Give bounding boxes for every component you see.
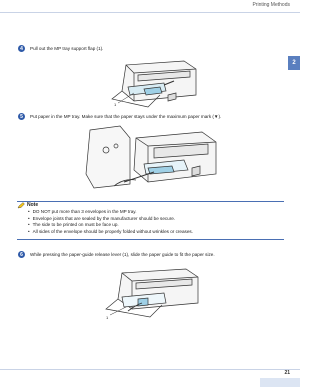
step-4-text: Pull out the MP tray support flap (1). <box>30 46 104 51</box>
header-divider <box>0 12 300 13</box>
page-number: 21 <box>284 370 290 376</box>
step-4-number: 4 <box>18 45 25 52</box>
chapter-tab: 2 <box>288 56 300 70</box>
note-item: • Envelope joints that are sealed by the manufacturer should be secure. <box>28 216 193 223</box>
footer-divider <box>0 369 300 370</box>
note-label: Note <box>27 202 39 208</box>
note-item: • All sides of the envelope should be properly folded without wrinkles or creases. <box>28 229 193 236</box>
callout-label-1: 1 <box>106 315 109 320</box>
page-header-title: Printing Methods <box>252 2 290 8</box>
note-pencil-icon <box>17 202 25 209</box>
step-5-text: Put paper in the MP tray. Make sure that the paper stays under the maximum paper mark (▼). <box>30 114 222 119</box>
note-item: • The side to be printed on must be face up. <box>28 222 193 229</box>
step-6-text: While pressing the paper-guide release lever (1), slide the paper guide to fit the paper size. <box>30 252 215 257</box>
printer-illustration-paper-guide <box>98 263 208 321</box>
note-top-divider <box>17 201 284 202</box>
step-5-number: 5 <box>18 113 25 120</box>
note-bullet-list <box>28 209 193 235</box>
note-bottom-divider <box>17 239 284 240</box>
printer-illustration-loading-paper <box>84 124 224 196</box>
callout-label-1: 1 <box>114 102 117 107</box>
printer-illustration-tray-support-flap <box>104 55 204 110</box>
step-6-number: 6 <box>18 251 25 258</box>
note-item: • DO NOT put more than 3 envelopes in the MP tray. <box>28 209 193 216</box>
footer-bar <box>260 378 300 387</box>
